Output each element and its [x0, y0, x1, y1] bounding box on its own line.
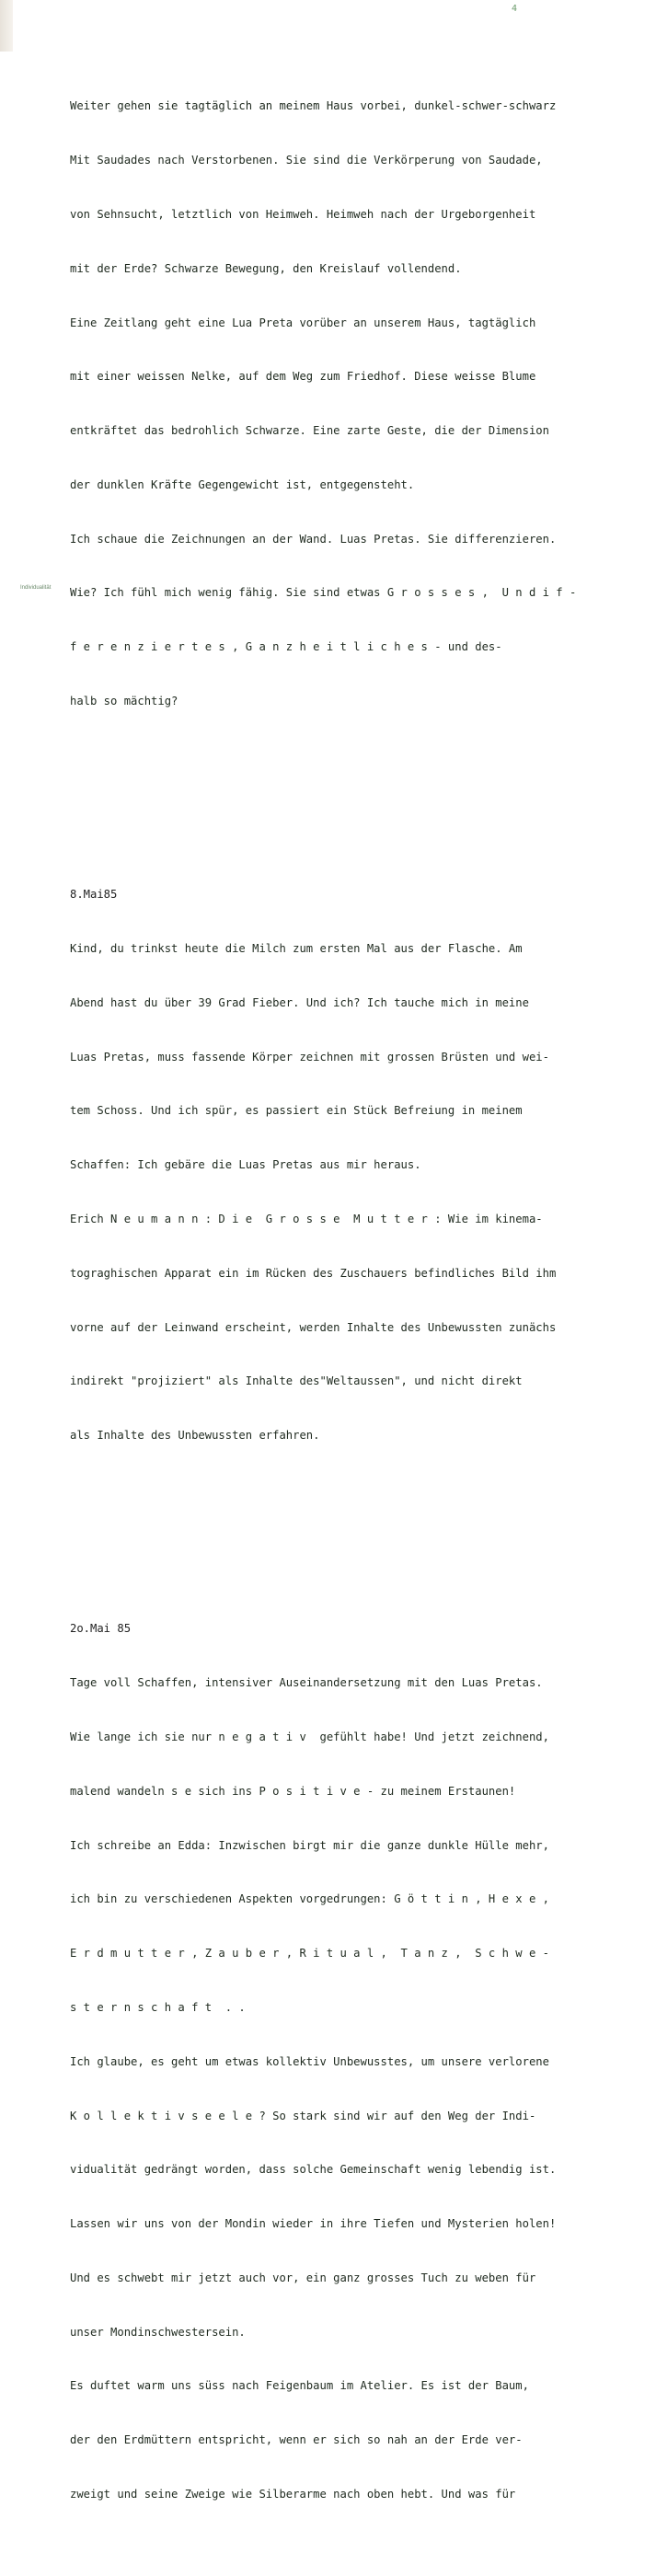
- text-line: entkräftet das bedrohlich Schwarze. Eine zarte Geste, die der Dimension: [70, 424, 549, 438]
- text-line: f e r e n z i e r t e s , G a n z h e i t l i c h e s - und des-: [70, 640, 502, 654]
- section-2: [70, 850, 640, 1481]
- text-line: halb so mächtig?: [70, 694, 178, 707]
- text-line: Erich N e u m a n n : D i e G r o s s e M u t t e r : Wie im kinema-: [70, 1213, 543, 1225]
- text-line: Mit Saudades nach Verstorbenen. Sie sind die Verkörperung von Saudade,: [70, 154, 543, 167]
- text-line: Lassen wir uns von der Mondin wieder in ihre Tiefen und Mysterien holen!: [70, 2217, 557, 2231]
- text-line: indirekt "projiziert" als Inhalte des"Weltaussen", und nicht direkt: [70, 1374, 523, 1388]
- text-line: Ich schaue die Zeichnungen an der Wand. Luas Pretas. Sie differenzieren.: [70, 532, 557, 546]
- text-line: zweigt und seine Zweige wie Silberarme nach oben hebt. Und was für: [70, 2487, 516, 2501]
- document-body: [70, 26, 640, 2576]
- text-line: von Sehnsucht, letztlich von Heimweh. Heimweh nach der Urgeborgenheit: [70, 207, 536, 221]
- text-line: malend wandeln s e sich ins P o s i t i v e - zu meinem Erstaunen!: [70, 1784, 516, 1798]
- text-line: der dunklen Kräfte Gegengewicht ist, entgegensteht.: [70, 477, 415, 491]
- text-line: vorne auf der Leinwand erscheint, werden Inhalte des Unbewussten zunächs: [70, 1320, 557, 1334]
- section-gap: [70, 783, 640, 814]
- text-line: Und es schwebt mir jetzt auch vor, ein ganz grosses Tuch zu weben für: [70, 2271, 536, 2284]
- text-line: K o l l e k t i v s e e l e ? So stark sind wir auf den Weg der Indi-: [70, 2109, 536, 2122]
- section-1: [70, 62, 640, 747]
- entry-date: 2o.Mai 85: [70, 1622, 132, 1636]
- text-line: tem Schoss. Und ich spür, es passiert ein Stück Befreiung in meinem: [70, 1104, 523, 1118]
- margin-note: Individualität: [20, 585, 52, 591]
- text-line: Abend hast du über 39 Grad Fieber. Und ich? Ich tauche mich in meine: [70, 995, 529, 1009]
- text-line: Weiter gehen sie tagtäglich an meinem Haus vorbei, dunkel-schwer-schwarz: [70, 99, 557, 113]
- text-line: Wie? Ich fühl mich wenig fähig. Sie sind etwas G r o s s e s , U n d i f -: [70, 586, 577, 600]
- text-line: als Inhalte des Unbewussten erfahren.: [70, 1429, 320, 1443]
- text-line: Kind, du trinkst heute die Milch zum ersten Mal aus der Flasche. Am: [70, 942, 523, 956]
- text-line: ich bin zu verschiedenen Aspekten vorgedrungen: G ö t t i n , H e x e ,: [70, 1892, 549, 1906]
- text-line: Ich schreibe an Edda: Inzwischen birgt mir die ganze dunkle Hülle mehr,: [70, 1838, 549, 1852]
- text-line: E r d m u t t e r , Z a u b e r , R i t u a l , T a n z , S c h w e -: [70, 1947, 549, 1961]
- text-line: Luas Pretas, muss fassende Körper zeichnen mit grossen Brüsten und wei-: [70, 1050, 549, 1064]
- text-line: tograghischen Apparat ein im Rücken des Zuschauers befindliches Bild ihm: [70, 1266, 557, 1280]
- paper-edge-mark: [0, 0, 13, 52]
- section-gap: [70, 1517, 640, 1548]
- text-line: der den Erdmüttern entspricht, wenn er sich so nah an der Erde ver-: [70, 2433, 523, 2447]
- text-line: unser Mondinschwestersein.: [70, 2325, 246, 2339]
- page-number: 4: [512, 4, 518, 14]
- section-3: [70, 1584, 640, 2539]
- text-line: Ich glaube, es geht um etwas kollektiv Unbewusstes, um unsere verlorene: [70, 2054, 549, 2068]
- text-line: Wie lange ich sie nur n e g a t i v gefühlt habe! Und jetzt zeichnend,: [70, 1731, 549, 1744]
- text-line: vidualität gedrängt worden, dass solche Gemeinschaft wenig lebendig ist.: [70, 2163, 557, 2177]
- text-line: mit einer weissen Nelke, auf dem Weg zum Friedhof. Diese weisse Blume: [70, 370, 536, 384]
- text-line: Tage voll Schaffen, intensiver Auseinandersetzung mit den Luas Pretas.: [70, 1676, 543, 1690]
- text-line: Es duftet warm uns süss nach Feigenbaum im Atelier. Es ist der Baum,: [70, 2379, 529, 2393]
- text-line: mit der Erde? Schwarze Bewegung, den Kreislauf vollendend.: [70, 261, 462, 275]
- text-line: s t e r n s c h a f t . .: [70, 2000, 246, 2014]
- text-line: Schaffen: Ich gebäre die Luas Pretas aus mir heraus.: [70, 1158, 421, 1172]
- entry-date: 8.Mai85: [70, 888, 118, 902]
- text-line: Eine Zeitlang geht eine Lua Preta vorüber an unserem Haus, tagtäglich: [70, 316, 536, 329]
